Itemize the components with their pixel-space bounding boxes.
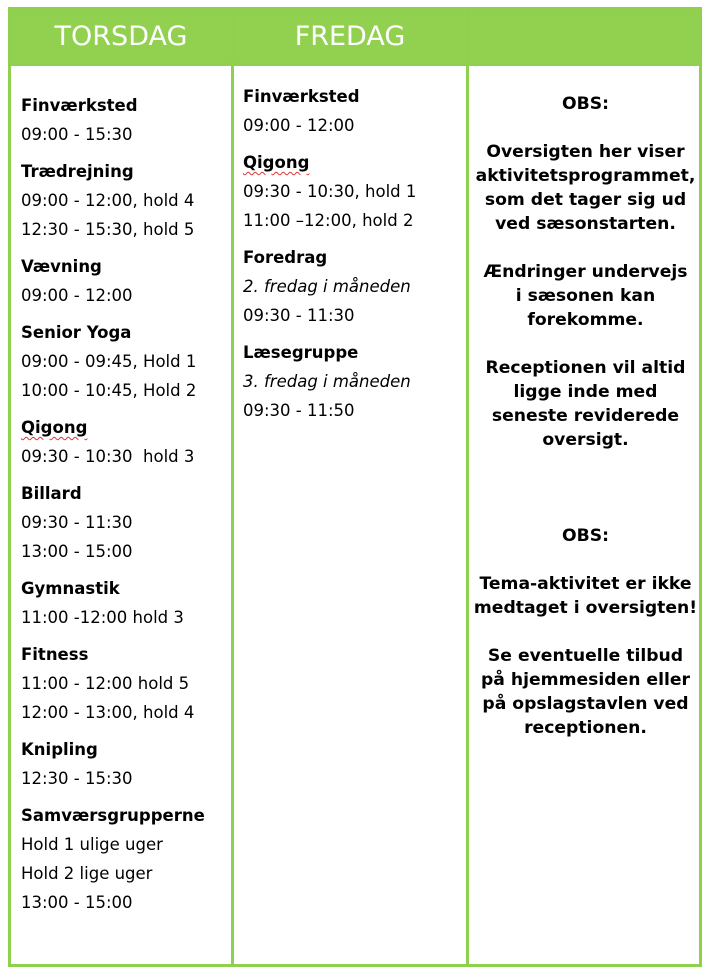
activity-traedrejning bbox=[21, 157, 226, 244]
activity-time: Hold 1 ulige uger bbox=[21, 835, 163, 854]
notes-line: ligge inde med bbox=[513, 382, 658, 402]
activity-time: 13:00 - 15:00 bbox=[21, 542, 133, 561]
notes-paragraph bbox=[469, 140, 702, 236]
activity-note: 3. fredag i måneden bbox=[243, 372, 411, 391]
obs-heading: OBS: bbox=[562, 526, 609, 546]
activity-time: 11:00 - 12:00 hold 5 bbox=[21, 674, 190, 693]
activity-title: Knipling bbox=[21, 740, 98, 759]
notes-line: Tema-aktivitet er ikke bbox=[479, 574, 692, 594]
notes-line: seneste reviderede bbox=[491, 406, 680, 426]
activity-senior-yoga bbox=[21, 318, 226, 405]
activity-time: 09:30 - 11:50 bbox=[243, 401, 355, 420]
activity-title: Finværksted bbox=[21, 96, 138, 115]
activity-title: Gymnastik bbox=[21, 579, 120, 598]
notes-line: på hjemmesiden eller bbox=[480, 670, 691, 690]
activity-time: 09:30 - 10:30, hold 1 bbox=[243, 182, 417, 201]
activity-title: Læsegruppe bbox=[243, 343, 359, 362]
activity-time: 09:00 - 12:00 bbox=[243, 116, 355, 135]
notes-line: aktivitetsprogrammet, bbox=[475, 166, 696, 186]
notes-line: som det tager sig ud bbox=[484, 190, 687, 210]
activity-title: Samværsgrupperne bbox=[21, 806, 205, 825]
activity-time: 13:00 - 15:00 bbox=[21, 893, 133, 912]
activity-time: 09:30 - 10:30 hold 3 bbox=[21, 447, 195, 466]
notes-paragraph bbox=[469, 260, 702, 332]
header-torsdag: TORSDAG bbox=[54, 21, 188, 52]
activity-time: 09:00 - 15:30 bbox=[21, 125, 133, 144]
notes-paragraph bbox=[469, 356, 702, 452]
notes-line: Ændringer undervejs bbox=[483, 262, 688, 282]
activity-vaevning bbox=[21, 252, 226, 310]
notes-line: i sæsonen kan bbox=[515, 286, 656, 306]
activity-title: Foredrag bbox=[243, 248, 328, 267]
activity-title: Qigong bbox=[243, 153, 310, 172]
activity-time: 12:30 - 15:30 bbox=[21, 769, 133, 788]
notes-line: på opslagstavlen ved bbox=[482, 694, 689, 714]
column-divider-1 bbox=[231, 10, 234, 964]
activity-time: 09:00 - 12:00 bbox=[21, 286, 133, 305]
notes-line: oversigt. bbox=[542, 430, 629, 450]
activity-time: 12:00 - 13:00, hold 4 bbox=[21, 703, 195, 722]
notes-line: medtaget i oversigten! bbox=[473, 598, 698, 618]
torsdag-column bbox=[21, 91, 226, 917]
notes-line: ved sæsonstarten. bbox=[495, 214, 676, 234]
activity-samvaersgrupperne bbox=[21, 801, 226, 917]
activity-title: Vævning bbox=[21, 257, 102, 276]
notes-paragraph bbox=[469, 644, 702, 740]
activity-note: 2. fredag i måneden bbox=[243, 277, 411, 296]
obs-heading: OBS: bbox=[562, 94, 609, 114]
header-divider bbox=[11, 63, 699, 66]
activity-knipling bbox=[21, 735, 226, 793]
activity-title: Billard bbox=[21, 484, 82, 503]
activity-title: Qigong bbox=[21, 418, 88, 437]
activity-billard bbox=[21, 479, 226, 566]
notes-line: Receptionen vil altid bbox=[485, 358, 686, 378]
header-empty bbox=[469, 10, 702, 63]
notes-paragraph bbox=[469, 572, 702, 620]
activity-title: Trædrejning bbox=[21, 162, 134, 181]
notes-line: forekomme. bbox=[527, 310, 644, 330]
activity-qigong bbox=[21, 413, 226, 471]
header-fredag: FREDAG bbox=[294, 21, 406, 52]
activity-time: 11:00 -12:00 hold 3 bbox=[21, 608, 184, 627]
activity-title: Finværksted bbox=[243, 87, 360, 106]
activity-laesegruppe bbox=[243, 338, 458, 425]
activity-time: 10:00 - 10:45, Hold 2 bbox=[21, 381, 197, 400]
activity-time: 09:30 - 11:30 bbox=[243, 306, 355, 325]
activity-time: 11:00 –12:00, hold 2 bbox=[243, 211, 414, 230]
notes-line: Oversigten her viser bbox=[486, 142, 685, 162]
activity-fitness bbox=[21, 640, 226, 727]
activity-time: 12:30 - 15:30, hold 5 bbox=[21, 220, 195, 239]
activity-qigong bbox=[243, 148, 458, 235]
activity-gymnastik bbox=[21, 574, 226, 632]
notes-line: Se eventuelle tilbud bbox=[487, 646, 684, 666]
notes-line: receptionen. bbox=[524, 718, 647, 738]
activity-time: 09:30 - 11:30 bbox=[21, 513, 133, 532]
notes-column bbox=[469, 92, 702, 740]
schedule-table bbox=[8, 7, 702, 967]
activity-finvaerksted bbox=[243, 82, 458, 140]
activity-time: Hold 2 lige uger bbox=[21, 864, 153, 883]
activity-title: Fitness bbox=[21, 645, 89, 664]
activity-foredrag bbox=[243, 243, 458, 330]
activity-time: 09:00 - 12:00, hold 4 bbox=[21, 191, 195, 210]
header-row bbox=[11, 10, 699, 63]
activity-time: 09:00 - 09:45, Hold 1 bbox=[21, 352, 197, 371]
activity-title: Senior Yoga bbox=[21, 323, 132, 342]
activity-finvaerksted bbox=[21, 91, 226, 149]
fredag-column bbox=[243, 82, 458, 425]
